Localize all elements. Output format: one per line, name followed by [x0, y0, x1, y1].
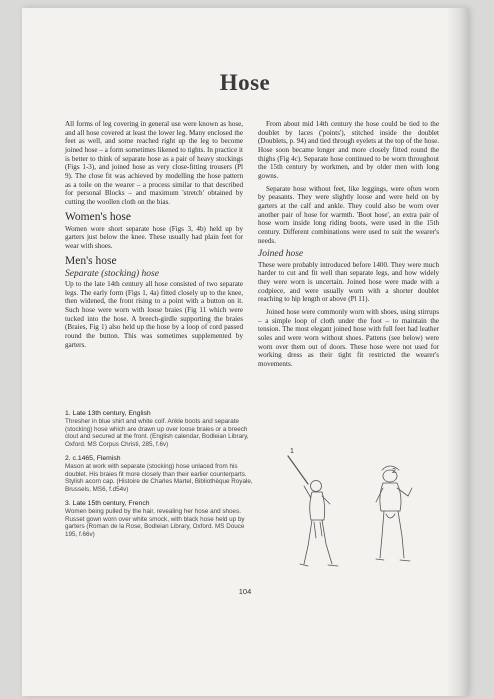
left-column — [65, 120, 243, 353]
womens-hose-heading: Women's hose — [65, 210, 131, 223]
mens-hose-heading: Men's hose — [65, 254, 117, 267]
book-page — [22, 8, 468, 696]
figure-label-2: 2 — [392, 468, 396, 475]
hose-figure-illustration — [278, 426, 438, 591]
right-paragraph-3: These were probably introduced before 1400. They were much harder to cut and fit well than separate legs, and how widely they were worn is uncertain. Joined hose were made with a codpiece, and were usually worn with a shorter doublet reaching to hip length or above (Pl 11). — [258, 260, 439, 304]
caption-title: 3. Late 15th century, French — [65, 499, 150, 507]
separate-hose-paragraph: Up to the late 14th century all hose consisted of two separate legs. The early form (Figs 1, 4a) fitted closely up to the knee, then widened, the front rising to a point with a button on it. Such hose were worn with loose braies (Fig 11 which were tucked into the hose. A breech-girdle supporting the braies (Braies, Fig 1) also held up the hose by a loop of cord passed round the button. This was sometimes supplemented by garters. — [65, 280, 243, 349]
figure-label-1: 1 — [290, 448, 294, 455]
right-paragraph-1: From about mid 14th century the hose could be tied to the doublet by laces ('points'), stitched inside the doublet (Doublets, p. 94) and tied through eyelets at the top of the hose. Hose soon became longer and more closely fitted round the thighs (Fig 4c). Separate hose continued to be worn throughout the 15th century by workmen, and by older men with long gowns. — [258, 120, 439, 180]
caption-text: Mason at work with separate (stocking) hose unlaced from his doublet. His braies fit more closely than their earlier counterparts. Stylish acorn cap. (Histoire de Charles Martel, Bibliothèque Royale, Brussels, MS6, f.d54v) — [65, 462, 253, 494]
thresher-figure-drawing — [288, 456, 338, 566]
page-title: Hose — [219, 70, 271, 95]
intro-paragraph: All forms of leg covering in general use were known as hose, and all hose covered at least the lower leg. Many enclosed the feet as well, and some reached right up the leg to become joined hose – a form sometimes likened to tights. In practice it is better to think of separate hose as a pair of heavy stockings (Figs 1-3), and joined hose as very close-fitting trousers (Pl 9). The close fit was achieved by modelling the hose pattern as a toile on the wearer – a process similar to that described for personal Blocks – and maximum 'stretch' obtained by cutting the woollen cloth on the bias. — [65, 120, 243, 206]
caption-2 — [65, 455, 255, 494]
womens-hose-paragraph: Women wore short separate hose (Figs 3, 4b) held up by garters just below the knee. These usually had plain feet for wear with shoes. — [65, 224, 243, 250]
page-number: 104 — [238, 587, 252, 596]
figure-captions — [65, 410, 255, 545]
caption-title: 2. c.1465, Flemish — [65, 454, 121, 462]
mason-figure-drawing — [376, 466, 412, 561]
caption-1 — [65, 410, 255, 449]
separate-hose-subheading: Separate (stocking) hose — [65, 268, 159, 279]
right-column — [258, 120, 439, 373]
caption-text: Women being pulled by the hair, revealing her hose and shoes. Russet gown worn over white smock, with black hose held up by garters (Roman de la Rose, Bodleian Library, Oxford. MS Douce 195, f.66v) — [65, 507, 245, 539]
joined-hose-subheading: Joined hose — [258, 249, 304, 260]
right-paragraph-2: Separate hose without feet, like leggings, were often worn by peasants. They were slightly loose and were held on by garters at the calf and ankle. They could also be worn over another pair of hose for warmth. 'Boot hose', an extra pair of hose worn inside long riding boots, were used in the 15th century. Different combinations were used to suit the wearer's needs. — [258, 184, 439, 245]
caption-3 — [65, 500, 255, 539]
right-paragraph-4: Joined hose were commonly worn with shoes, using stirrups – a simple loop of cloth under the foot – to maintain the tension. The most elegant joined hose with full feet had leather soles and were worn without shoes. Pattens (see below) were worn over them out of doors. These hose were not used for working dress as their tight fit restricted the wearer's movements. — [258, 307, 439, 368]
caption-title: 1. Late 13th century, English — [65, 410, 151, 417]
caption-text: Thresher in blue shirt and white coif. Ankle boots and separate (stocking) hose which are drawn up over loose braies or a breech clout and secured at the front. (English calendar, Bodleian Library, Oxford. MS Corpus Christi, 285, f.6v) — [65, 417, 249, 449]
